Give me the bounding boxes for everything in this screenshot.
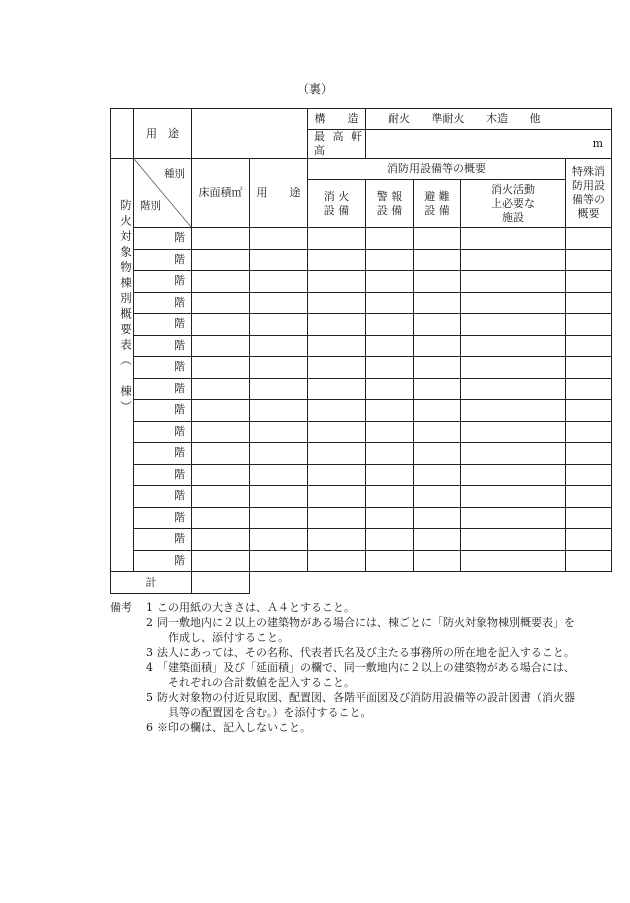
special-equipment-cell[interactable] <box>566 464 612 486</box>
evacuation-cell[interactable] <box>414 400 461 422</box>
firefighting-cell[interactable] <box>461 335 566 357</box>
extinguishing-cell[interactable] <box>308 314 366 336</box>
firefighting-cell[interactable] <box>461 378 566 400</box>
diagonal-type-label: 種別 <box>164 168 185 180</box>
special-equipment-cell[interactable] <box>566 421 612 443</box>
use-cell[interactable] <box>250 529 308 551</box>
note-item <box>110 600 580 615</box>
floor-label[interactable]: 階 <box>134 464 192 486</box>
alarm-cell[interactable] <box>366 486 414 508</box>
floor-label[interactable]: 階 <box>134 292 192 314</box>
floor-label[interactable]: 階 <box>134 271 192 293</box>
firefighting-cell[interactable] <box>461 314 566 336</box>
firefighting-cell[interactable] <box>461 507 566 529</box>
evacuation-cell[interactable] <box>414 378 461 400</box>
firefighting-cell[interactable] <box>461 464 566 486</box>
use-cell[interactable] <box>250 228 308 250</box>
firefighting-cell[interactable] <box>461 271 566 293</box>
special-equipment-cell[interactable] <box>566 228 612 250</box>
use-input-cell[interactable] <box>192 109 308 159</box>
floor-area-cell[interactable] <box>192 529 250 551</box>
note-item <box>110 660 580 690</box>
extinguishing-cell[interactable] <box>308 335 366 357</box>
alarm-equipment-header: 警 報 設 備 <box>366 180 414 228</box>
total-row <box>111 572 612 594</box>
use-cell[interactable] <box>250 292 308 314</box>
evacuation-cell[interactable] <box>414 314 461 336</box>
firefighting-cell[interactable] <box>461 292 566 314</box>
extinguishing-cell[interactable] <box>308 486 366 508</box>
firefighting-cell[interactable] <box>461 550 566 572</box>
evacuation-cell[interactable] <box>414 357 461 379</box>
special-equipment-cell[interactable] <box>566 314 612 336</box>
use-cell[interactable] <box>250 335 308 357</box>
note-number: 4 <box>146 661 153 674</box>
structure-options[interactable] <box>366 109 612 130</box>
use-cell[interactable] <box>250 249 308 271</box>
total-floor-area-cell[interactable] <box>192 572 250 594</box>
floor-label[interactable]: 階 <box>134 443 192 465</box>
note-text: この用紙の大きさは、Ａ４とすること。 <box>157 601 355 614</box>
note-item <box>110 615 580 645</box>
structure-option-semi-fireproof[interactable]: 準耐火 <box>431 112 465 125</box>
evacuation-cell[interactable] <box>414 421 461 443</box>
extinguishing-cell[interactable] <box>308 292 366 314</box>
floor-row <box>111 228 612 250</box>
special-equipment-cell[interactable] <box>566 486 612 508</box>
alarm-cell[interactable] <box>366 378 414 400</box>
floor-row <box>111 292 612 314</box>
alarm-cell[interactable] <box>366 550 414 572</box>
firefighting-cell[interactable] <box>461 357 566 379</box>
note-number: 2 <box>146 616 153 629</box>
special-equipment-cell[interactable] <box>566 271 612 293</box>
note-item <box>110 720 580 735</box>
note-text: 防火対象物の付近見取図、配置図、各階平面図及び消防用設備等の設計図書（消火器具等の配置図を含む。）を添付すること。 <box>157 691 575 719</box>
floor-row <box>111 443 612 465</box>
floor-area-cell[interactable] <box>192 421 250 443</box>
use-cell[interactable] <box>250 464 308 486</box>
evacuation-cell[interactable] <box>414 228 461 250</box>
floor-area-cell[interactable] <box>192 228 250 250</box>
floor-label[interactable]: 階 <box>134 249 192 271</box>
alarm-cell[interactable] <box>366 357 414 379</box>
eaves-height-input[interactable] <box>366 130 612 159</box>
floor-area-cell[interactable] <box>192 292 250 314</box>
use-cell[interactable] <box>250 550 308 572</box>
alarm-cell[interactable] <box>366 443 414 465</box>
structure-option-wood[interactable]: 木造 <box>486 112 508 125</box>
note-number: 6 <box>146 721 153 734</box>
special-equipment-cell[interactable] <box>566 400 612 422</box>
floor-row <box>111 421 612 443</box>
evacuation-cell[interactable] <box>414 486 461 508</box>
extinguishing-equipment-header: 消 火 設 備 <box>308 180 366 228</box>
note-number: 3 <box>146 646 153 659</box>
extinguishing-cell[interactable] <box>308 249 366 271</box>
floor-area-cell[interactable] <box>192 335 250 357</box>
eaves-height-unit: m <box>592 137 603 150</box>
extinguishing-cell[interactable] <box>308 529 366 551</box>
evacuation-equipment-header: 避 難 設 備 <box>414 180 461 228</box>
floor-row <box>111 507 612 529</box>
firefighting-cell[interactable] <box>461 529 566 551</box>
floor-area-cell[interactable] <box>192 443 250 465</box>
alarm-cell[interactable] <box>366 314 414 336</box>
alarm-cell[interactable] <box>366 464 414 486</box>
evacuation-cell[interactable] <box>414 529 461 551</box>
equipment-group-header: 消防用設備等の概要 <box>308 159 566 180</box>
firefighting-cell[interactable] <box>461 400 566 422</box>
special-equipment-header: 特殊消 防用設 備等の 概要 <box>566 159 612 228</box>
note-text: ※印の欄は、記入しないこと。 <box>157 721 311 734</box>
floor-label[interactable]: 階 <box>134 314 192 336</box>
floor-label[interactable]: 階 <box>134 507 192 529</box>
floor-area-cell[interactable] <box>192 249 250 271</box>
floor-label[interactable]: 階 <box>134 228 192 250</box>
special-equipment-cell[interactable] <box>566 550 612 572</box>
alarm-cell[interactable] <box>366 292 414 314</box>
use-cell[interactable] <box>250 486 308 508</box>
note-number: 1 <box>146 601 153 614</box>
special-equipment-cell[interactable] <box>566 507 612 529</box>
note-text: 同一敷地内に２以上の建築物がある場合には、棟ごとに「防火対象物棟別概要表」を作成し、添付すること。 <box>157 616 575 644</box>
page-heading: （裏） <box>296 82 333 96</box>
side-title: 防火対象物棟別概要表（ 棟） <box>111 159 134 572</box>
evacuation-cell[interactable] <box>414 292 461 314</box>
extinguishing-cell[interactable] <box>308 507 366 529</box>
evacuation-cell[interactable] <box>414 550 461 572</box>
firefighting-cell[interactable] <box>461 486 566 508</box>
special-equipment-cell[interactable] <box>566 378 612 400</box>
floor-row <box>111 486 612 508</box>
evacuation-cell[interactable] <box>414 464 461 486</box>
floor-row <box>111 529 612 551</box>
floor-row <box>111 400 612 422</box>
note-text: 法人にあっては、その名称、代表者氏名及び主たる事務所の所在地を記入すること。 <box>157 646 575 659</box>
evacuation-cell[interactable] <box>414 507 461 529</box>
extinguishing-cell[interactable] <box>308 400 366 422</box>
floor-label[interactable]: 階 <box>134 378 192 400</box>
alarm-cell[interactable] <box>366 529 414 551</box>
use-cell[interactable] <box>250 400 308 422</box>
floor-label[interactable]: 階 <box>134 421 192 443</box>
floor-area-cell[interactable] <box>192 550 250 572</box>
floor-area-cell[interactable] <box>192 464 250 486</box>
alarm-cell[interactable] <box>366 400 414 422</box>
firefighting-cell[interactable] <box>461 228 566 250</box>
special-equipment-cell[interactable] <box>566 335 612 357</box>
floor-area-cell[interactable] <box>192 486 250 508</box>
special-equipment-cell[interactable] <box>566 292 612 314</box>
diagonal-floor-label: 階別 <box>140 200 161 212</box>
type-floor-diagonal-cell <box>134 159 192 228</box>
eaves-height-label: 最 高 軒 高 <box>308 130 366 159</box>
floor-row <box>111 314 612 336</box>
alarm-cell[interactable] <box>366 507 414 529</box>
floor-area-cell[interactable] <box>192 314 250 336</box>
extinguishing-cell[interactable] <box>308 228 366 250</box>
use-cell[interactable] <box>250 271 308 293</box>
use-cell[interactable] <box>250 378 308 400</box>
firefighting-cell[interactable] <box>461 421 566 443</box>
evacuation-cell[interactable] <box>414 335 461 357</box>
special-equipment-cell[interactable] <box>566 443 612 465</box>
extinguishing-cell[interactable] <box>308 464 366 486</box>
note-text: 「建築面積」及び「延面積」の欄で、同一敷地内に２以上の建築物がある場合には、それぞれの合計数値を記入すること。 <box>157 661 575 689</box>
extinguishing-cell[interactable] <box>308 550 366 572</box>
notes-section <box>110 600 580 735</box>
floor-area-cell[interactable] <box>192 400 250 422</box>
floor-row <box>111 249 612 271</box>
floor-label[interactable]: 階 <box>134 486 192 508</box>
extinguishing-cell[interactable] <box>308 271 366 293</box>
use-cell[interactable] <box>250 507 308 529</box>
structure-option-fireproof[interactable]: 耐火 <box>388 112 410 125</box>
floor-label[interactable]: 階 <box>134 400 192 422</box>
floor-label[interactable]: 階 <box>134 550 192 572</box>
floor-area-cell[interactable] <box>192 357 250 379</box>
floor-area-cell[interactable] <box>192 507 250 529</box>
floor-row <box>111 550 612 572</box>
extinguishing-cell[interactable] <box>308 378 366 400</box>
table-corner-cell <box>111 109 134 159</box>
alarm-cell[interactable] <box>366 335 414 357</box>
firefighting-cell[interactable] <box>461 443 566 465</box>
use-cell[interactable] <box>250 314 308 336</box>
floor-row <box>111 335 612 357</box>
floor-row <box>111 464 612 486</box>
firefighting-cell[interactable] <box>461 249 566 271</box>
floor-row <box>111 271 612 293</box>
total-label: 計 <box>111 572 192 594</box>
floor-label[interactable]: 階 <box>134 357 192 379</box>
evacuation-cell[interactable] <box>414 443 461 465</box>
floor-row <box>111 357 612 379</box>
floor-area-header: 床面積㎡ <box>192 159 250 228</box>
special-equipment-cell[interactable] <box>566 357 612 379</box>
special-equipment-cell[interactable] <box>566 529 612 551</box>
alarm-cell[interactable] <box>366 421 414 443</box>
use-cell[interactable] <box>250 357 308 379</box>
floor-label[interactable]: 階 <box>134 335 192 357</box>
floor-row <box>111 378 612 400</box>
evacuation-cell[interactable] <box>414 271 461 293</box>
note-number: 5 <box>146 691 153 704</box>
firefighting-facility-header: 消火活動 上必要な 施設 <box>461 180 566 228</box>
extinguishing-cell[interactable] <box>308 443 366 465</box>
alarm-cell[interactable] <box>366 249 414 271</box>
alarm-cell[interactable] <box>366 271 414 293</box>
extinguishing-cell[interactable] <box>308 421 366 443</box>
floor-area-cell[interactable] <box>192 271 250 293</box>
floor-area-cell[interactable] <box>192 378 250 400</box>
note-item <box>110 645 580 660</box>
structure-label: 構 造 <box>308 109 366 130</box>
alarm-cell[interactable] <box>366 228 414 250</box>
building-summary-table <box>110 108 612 594</box>
extinguishing-cell[interactable] <box>308 357 366 379</box>
use-label: 用 途 <box>134 109 192 159</box>
special-equipment-cell[interactable] <box>566 249 612 271</box>
use-cell[interactable] <box>250 421 308 443</box>
evacuation-cell[interactable] <box>414 249 461 271</box>
note-item <box>110 690 580 720</box>
use-cell[interactable] <box>250 443 308 465</box>
structure-option-other[interactable]: 他 <box>529 112 541 125</box>
notes-title: 備考 <box>110 601 132 614</box>
use-column-header: 用 途 <box>250 159 308 228</box>
floor-label[interactable]: 階 <box>134 529 192 551</box>
